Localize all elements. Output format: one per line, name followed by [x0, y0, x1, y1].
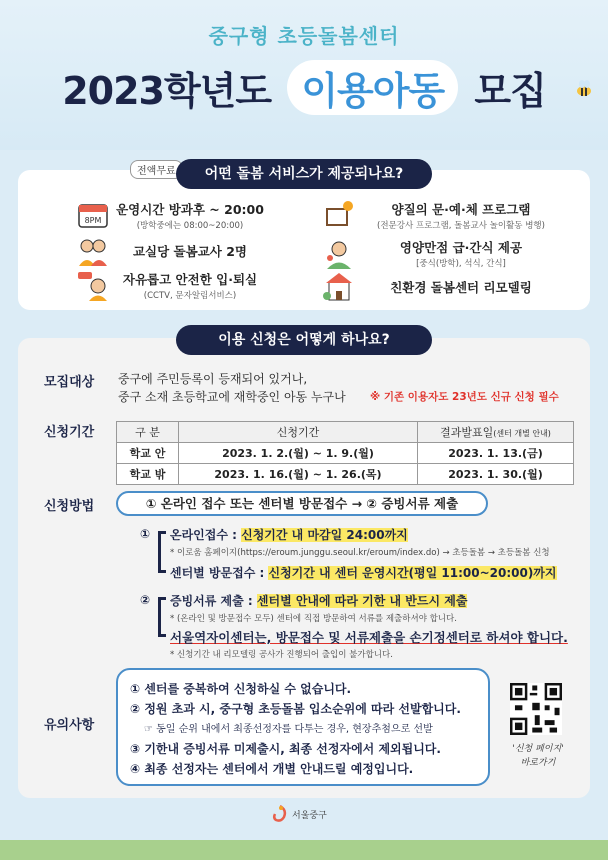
online-deadline: 신청기간 내 마감일 24:00까지: [241, 528, 408, 542]
cctv-child-icon: [76, 268, 110, 302]
title-highlight: 이용아동: [287, 60, 458, 115]
method-label: 신청방법: [44, 499, 95, 514]
online-label: 온라인접수 :: [170, 528, 242, 542]
service-meal: [322, 236, 566, 270]
application-heading: 이용 신청은 어떻게 하나요?: [176, 325, 432, 355]
svg-text:8PM: 8PM: [84, 216, 102, 225]
docs-label: 증빙서류 제출 :: [170, 594, 257, 608]
target-label: 모집대상: [44, 375, 95, 390]
service-safety: [76, 268, 270, 302]
step1-number: ①: [140, 527, 151, 541]
building-icon: [322, 270, 356, 304]
book-program-icon: [322, 198, 356, 232]
table-cell: 학교 밖: [117, 464, 179, 485]
target-note: ※ 기존 이용자도 23년도 신규 신청 필수: [370, 391, 559, 403]
step2-number: ②: [140, 593, 151, 607]
service-program-text: 양질의 문·예·체 프로그램: [391, 201, 531, 217]
visit-deadline: 신청기간 내 센터 운영시간(평일 11:00~20:00)까지: [268, 566, 557, 580]
qr-code-icon[interactable]: [510, 683, 562, 735]
service-remodel: [322, 270, 566, 304]
service-safety-text: 자유롭고 안전한 입·퇴실: [122, 271, 258, 287]
period-label: 신청기간: [44, 425, 95, 440]
service-remodel-text: 친환경 돌봄센터 리모델링: [390, 280, 532, 295]
services-heading: 어떤 돌봄 서비스가 제공되나요?: [176, 159, 432, 189]
table-header-period: 신청기간: [179, 422, 418, 443]
title-year: 2023학년도: [62, 69, 272, 113]
notice-2: ② 정원 초과 시, 중구형 초등돌봄 입소순위에 따라 선발합니다.: [130, 702, 461, 716]
table-row: [117, 443, 574, 464]
table-header-result-text: 결과발표일: [440, 426, 494, 439]
docs-deadline: 센터별 안내에 따라 기한 내 반드시 제출: [256, 594, 468, 608]
target-line-1: 중구에 주민등록이 등재되어 있거나,: [118, 372, 308, 386]
table-header-note: (센터 개별 안내): [493, 429, 551, 438]
seoul-station-notice: 서울역자이센터는, 방문접수 및 서류제출을 손기정센터로 하셔야 합니다.: [170, 630, 568, 645]
online-note: * 이로움 홈페이지(https://eroum.junggu.seoul.kr/eroum/index.do) → 초등돌봄 → 초등돌봄 신청: [170, 548, 550, 558]
step1-bracket: [158, 531, 166, 573]
docs-submit: [170, 592, 467, 609]
notice-2-detail: ☞ 동일 순위 내에서 최종선정자를 다투는 경우, 현장추첨으로 선발: [144, 724, 433, 735]
online-apply: [170, 526, 408, 543]
target-line-2: 중구 소재 초등학교에 재학중인 아동 누구나: [118, 390, 346, 404]
docs-note: * (온라인 및 방문접수 모두) 센터에 직접 방문하여 서류를 제출하셔야 합니다.: [170, 614, 457, 624]
service-hours-text: 운영시간 방과후 ~ 20:00: [116, 201, 264, 217]
subtitle: 중구형 초등돌봄센터: [208, 24, 400, 48]
table-cell: 2023. 1. 2.(월) ~ 1. 9.(월): [179, 443, 418, 464]
free-tag: 전액무료: [130, 160, 183, 179]
notice-label: 유의사항: [44, 718, 95, 733]
footer-org-name: 서울중구: [292, 810, 327, 821]
footer-logo: [272, 805, 327, 823]
teachers-icon: [76, 234, 110, 268]
service-teachers-text: 교실당 돌봄교사 2명: [132, 244, 247, 259]
service-teachers: [76, 234, 270, 268]
qr-caption: [505, 742, 571, 770]
table-cell: 2023. 1. 16.(월) ~ 1. 26.(목): [179, 464, 418, 485]
qr-caption-line-1: '신청 페이지': [512, 744, 564, 754]
service-program-note: (전문강사 프로그램, 돌봄교사 놀이활동 병행): [377, 220, 545, 231]
table-row: [117, 464, 574, 485]
table-cell: 2023. 1. 30.(월): [418, 464, 574, 485]
service-hours-note: (방학중에는 08:00~20:00): [136, 220, 244, 231]
table-cell: 학교 안: [117, 443, 179, 464]
table-cell: 2023. 1. 13.(금): [418, 443, 574, 464]
meal-icon: [322, 236, 356, 270]
table-header-category: 구 분: [117, 422, 179, 443]
table-header-result: [418, 422, 574, 443]
service-meal-note: [중식(방학), 석식, 간식]: [416, 258, 506, 269]
junggu-logo-icon: [272, 805, 288, 823]
visit-apply: [170, 564, 557, 581]
notice-4: ④ 최종 선정자는 센터에서 개별 안내드릴 예정입니다.: [130, 762, 414, 776]
service-program: [322, 198, 566, 232]
clock-8pm-icon: [76, 198, 110, 232]
notice-3: ③ 기한내 증빙서류 미제출시, 최종 선정자에서 제외됩니다.: [130, 742, 441, 756]
notice-1: ① 센터를 중복하여 신청하실 수 없습니다.: [130, 682, 352, 696]
title-end: 모집: [474, 69, 546, 113]
schedule-table: [116, 421, 574, 485]
service-meal-text: 영양만점 급·간식 제공: [399, 239, 523, 255]
footer-band: [0, 840, 608, 860]
bee-icon: [573, 78, 595, 100]
step2-bracket: [158, 597, 166, 637]
qr-caption-line-2: 바로가기: [520, 758, 556, 768]
remodel-note: * 신청기간 내 리모델링 공사가 진행되어 출입이 불가합니다.: [170, 650, 393, 660]
visit-label: 센터별 방문접수 :: [170, 566, 269, 580]
page-title: [0, 60, 608, 115]
service-safety-note: (CCTV, 문자알림서비스): [143, 290, 237, 301]
notice-box: [116, 668, 490, 786]
service-hours: [76, 198, 270, 232]
method-summary: ① 온라인 접수 또는 센터별 방문접수 → ② 증빙서류 제출: [116, 491, 488, 516]
